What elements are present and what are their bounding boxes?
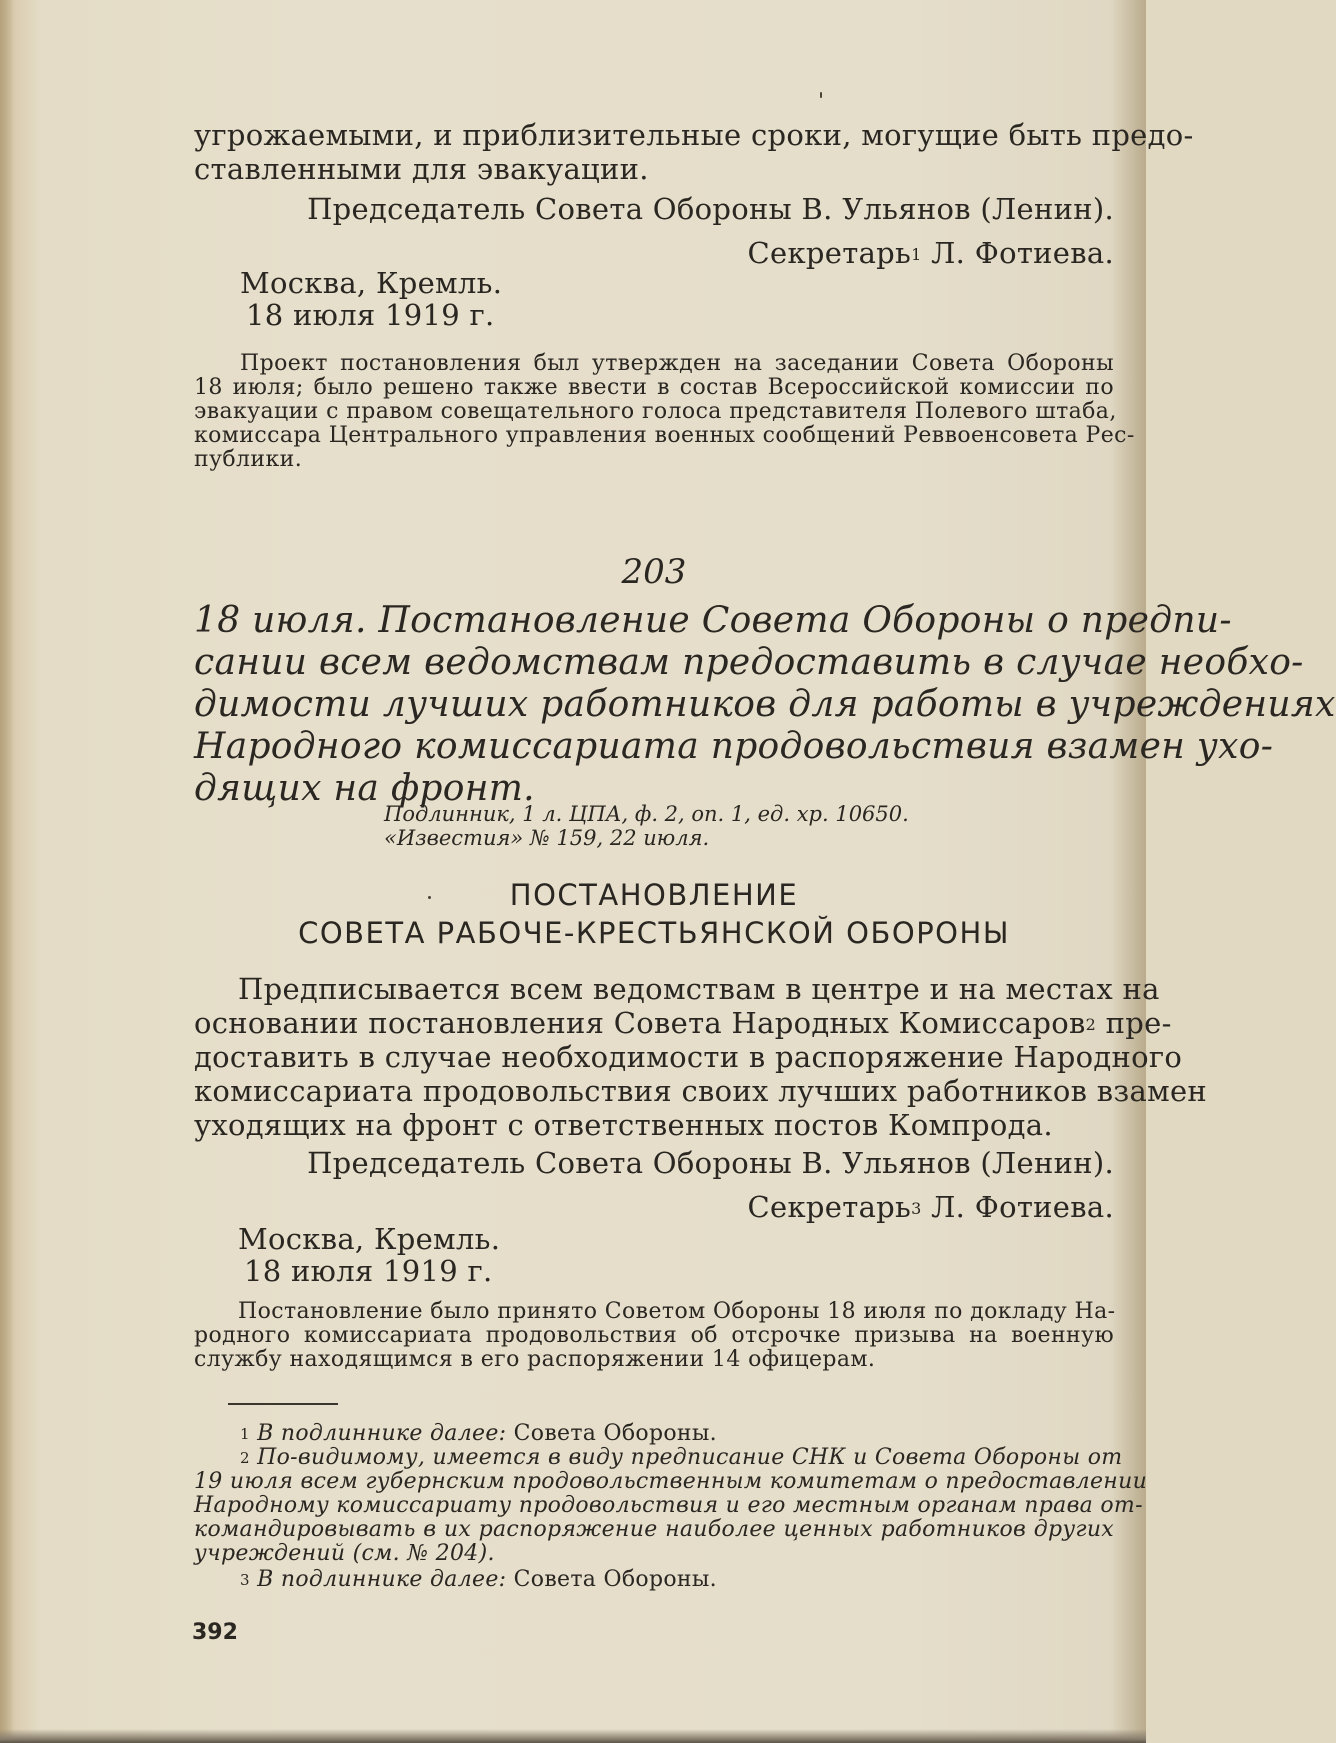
top-paragraph-line-2: ставленными для эвакуации. <box>194 152 649 186</box>
place: Москва, Кремль. <box>238 1222 501 1256</box>
top-chairman-signature: Председатель Совета Обороны В. Ульянов (Ленин). <box>307 192 1114 226</box>
resolution-body-line-3: доставить в случае необходимости в распоряжение Народного <box>194 1040 1183 1074</box>
footnote-3-text: Совета Обороны. <box>513 1567 717 1592</box>
commentary-1-line-1: Проект постановления был утвержден на заседании Совета Обороны <box>240 351 1114 376</box>
top-secretary-label: Секретарь <box>747 236 912 270</box>
commentary-1-line-2: 18 июля; было решено также ввести в состав Всероссийской комиссии по <box>194 375 1114 400</box>
date: 18 июля 1919 г. <box>244 1254 493 1288</box>
resolution-heading-line-2: СОВЕТА РАБОЧЕ-КРЕСТЬЯНСКОЙ ОБОРОНЫ <box>298 916 1010 950</box>
footnote-separator <box>228 1403 338 1405</box>
page-bottom-edge <box>0 1729 1146 1743</box>
footnote-2-line-1-text: По-видимому, имеется в виду предписание СНК и Совета Обороны от <box>257 1445 1123 1470</box>
page-number: 392 <box>192 1620 238 1645</box>
footnote-2-line-4: командировывать в их распоряжение наиболее ценных работников других <box>194 1517 1114 1542</box>
commentary-1-line-4: комиссара Центрального управления военных сообщений Реввоенсовета Рес- <box>194 423 1135 448</box>
top-secretary-signature <box>194 236 1114 270</box>
print-mark <box>820 92 822 98</box>
resolution-body-line-5: уходящих на фронт с ответственных постов Компрода. <box>194 1108 1053 1142</box>
footnote-1-italic: В подлиннике далее: <box>257 1421 507 1446</box>
source-line-2: «Известия» № 159, 22 июля. <box>384 826 710 850</box>
source-line-1: Подлинник, 1 л. ЦПА, ф. 2, оп. 1, ед. хр. 10650. <box>384 802 909 826</box>
spine-shadow <box>0 0 14 1743</box>
top-secretary-footnote-ref: 1 <box>911 245 922 264</box>
secretary-label: Секретарь <box>747 1190 912 1224</box>
footnote-3-italic: В подлиннике далее: <box>257 1567 507 1592</box>
commentary-2-line-1: Постановление было принято Советом Обороны 18 июля по докладу На- <box>238 1299 1116 1324</box>
resolution-body-line-1: Предписывается всем ведомствам в центре и на местах на <box>238 972 1160 1006</box>
footnote-1-text: Совета Обороны. <box>513 1421 717 1446</box>
secretary-footnote-ref: 3 <box>911 1199 922 1218</box>
resolution-body-line-2 <box>194 1006 1172 1040</box>
document-number: 203 <box>621 552 687 592</box>
footnote-2-line-2: 19 июля всем губернским продовольственным комитетам о предоставлении <box>194 1469 1148 1494</box>
document-title-line-1: 18 июля. Постановление Совета Обороны о предпи- <box>194 600 1232 641</box>
footnote-2-line-3: Народному комиссариату продовольствия и его местным органам права от- <box>194 1493 1143 1518</box>
footnote-2-line-1 <box>240 1445 1123 1470</box>
resolution-body-line-2-text: основании постановления Совета Народных Комиссаров <box>194 1006 1086 1040</box>
commentary-2-line-2: родного комиссариата продовольствия об отсрочке призыва на военную <box>194 1323 1114 1348</box>
resolution-heading-line-1: ПОСТАНОВЛЕНИЕ <box>509 878 799 912</box>
document-title-line-3: димости лучших работников для работы в учреждениях <box>194 684 1336 725</box>
footnote-2-line-5: учреждений (см. № 204). <box>194 1541 495 1566</box>
footnote-1 <box>240 1422 1160 1446</box>
commentary-1-line-5: публики. <box>194 447 303 472</box>
document-title-line-4: Народного комиссариата продовольствия взамен ухо- <box>194 726 1274 767</box>
chairman-signature: Председатель Совета Обороны В. Ульянов (Ленин). <box>307 1146 1114 1180</box>
secretary-signature <box>194 1190 1114 1224</box>
resolution-body-line-2-end: пре- <box>1105 1006 1172 1040</box>
document-title-line-2: сании всем ведомствам предоставить в случае необхо- <box>194 642 1304 683</box>
top-secretary-name: Л. Фотиева. <box>931 236 1114 270</box>
footnote-3-number: 3 <box>240 1571 250 1589</box>
commentary-1-line-3: эвакуации с правом совещательного голоса представителя Полевого штаба, <box>194 399 1117 424</box>
commentary-2-line-3: службу находящимся в его распоряжении 14 офицерам. <box>194 1347 876 1372</box>
footnote-2-number: 2 <box>240 1449 250 1467</box>
secretary-name: Л. Фотиева. <box>931 1190 1114 1224</box>
top-date: 18 июля 1919 г. <box>246 298 495 332</box>
footnote-ref-2: 2 <box>1085 1015 1097 1034</box>
footnote-1-number: 1 <box>240 1425 250 1443</box>
top-place: Москва, Кремль. <box>240 266 503 300</box>
document-title-line-5: дящих на фронт. <box>194 768 535 809</box>
top-paragraph-line-1: угрожаемыми, и приблизительные сроки, могущие быть предо- <box>194 118 1194 152</box>
resolution-body-line-4: комиссариата продовольствия своих лучших работников взамен <box>194 1074 1208 1108</box>
footnote-3 <box>240 1568 1160 1592</box>
